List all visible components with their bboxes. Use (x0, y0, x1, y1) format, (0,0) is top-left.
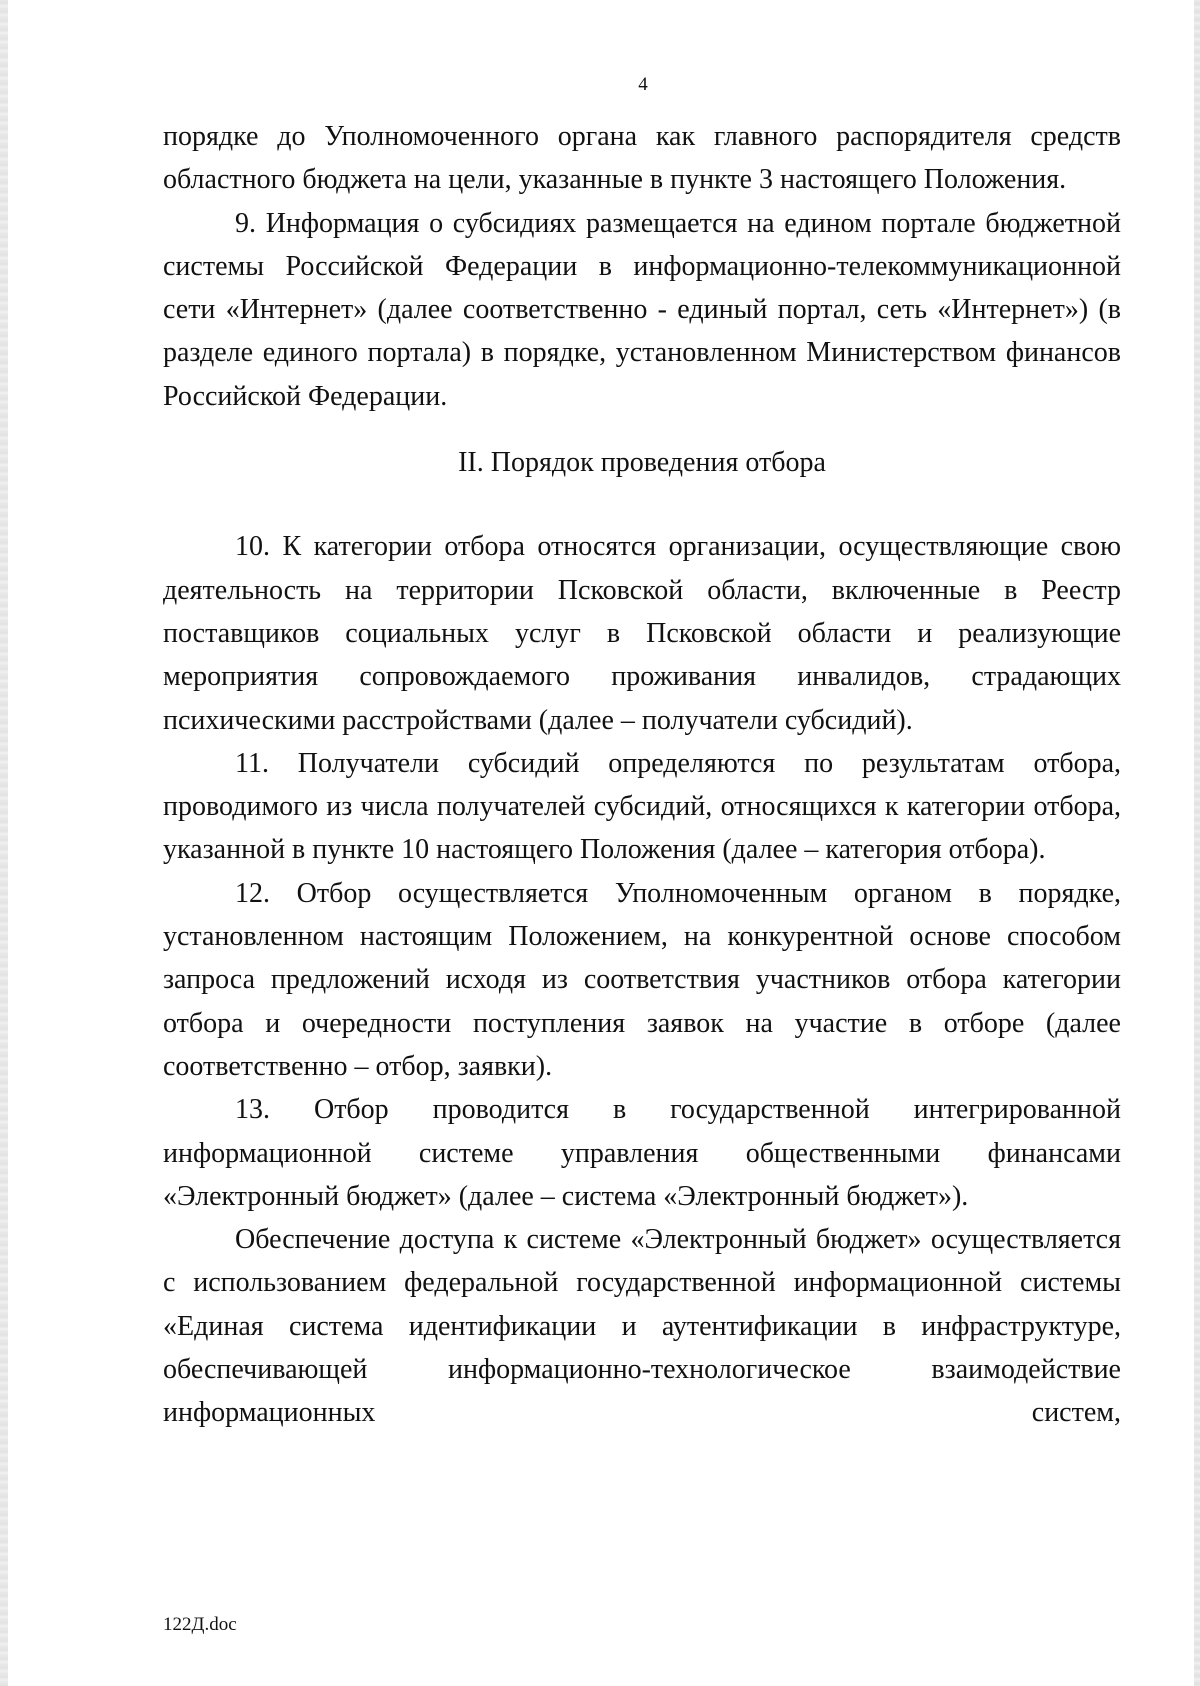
scan-edge-right (1194, 0, 1200, 1686)
paragraph-9: 9. Информация о субсидиях размещается на едином портале бюджетной системы Российской Федерации в информационно-телекоммуникационной сети «Интернет» (далее соответственно - единый портал, сеть «Интернет») (в разделе единого портала) в порядке, установленном Министерством финансов Российской Федерации. (163, 207, 1121, 412)
paragraph-12: 12. Отбор осуществляется Уполномоченным органом в порядке, установленном настоящим Положением, на конкурентной основе способом запроса предложений исходя из соответствия участников отбора категории отбора и очередности поступления заявок на участие в отборе (далее соответственно – отбор, заявки). (163, 877, 1121, 1082)
paragraph-continuation: порядке до Уполномоченного органа как главного распорядителя средств областного бюджета на цели, указанные в пункте 3 настоящего Положения. (163, 121, 1121, 196)
footer-filename: 122Д.doc (163, 1614, 237, 1635)
paragraph-11: 11. Получатели субсидий определяются по результатам отбора, проводимого из числа получателей субсидий, относящихся к категории отбора, указанной в пункте 10 настоящего Положения (далее – категория отбора). (163, 747, 1121, 866)
paragraph-13: 13. Отбор проводится в государственной интегрированной информационной системе управления общественными финансами «Электронный бюджет» (далее – система «Электронный бюджет»). (163, 1094, 1121, 1212)
scan-edge-left (0, 0, 8, 1686)
page-number: 4 (638, 74, 648, 95)
section-heading: II. Порядок проведения отбора (458, 447, 826, 479)
paragraph-access: Обеспечение доступа к системе «Электронный бюджет» осуществляется с использованием федеральной государственной информационной системы «Единая система идентификации и аутентификации в инфраструктуре, обеспечивающей информационно-технологическое взаимодействие информационных систем, (163, 1224, 1121, 1429)
paragraph-10: 10. К категории отбора относятся организации, осуществляющие свою деятельность на территории Псковской области, включенные в Реестр поставщиков социальных услуг в Псковской области и реализующие мероприятия сопровождаемого проживания инвалидов, страдающих психическими расстройствами (далее – получатели субсидий). (163, 531, 1121, 736)
document-body (163, 115, 1121, 1435)
